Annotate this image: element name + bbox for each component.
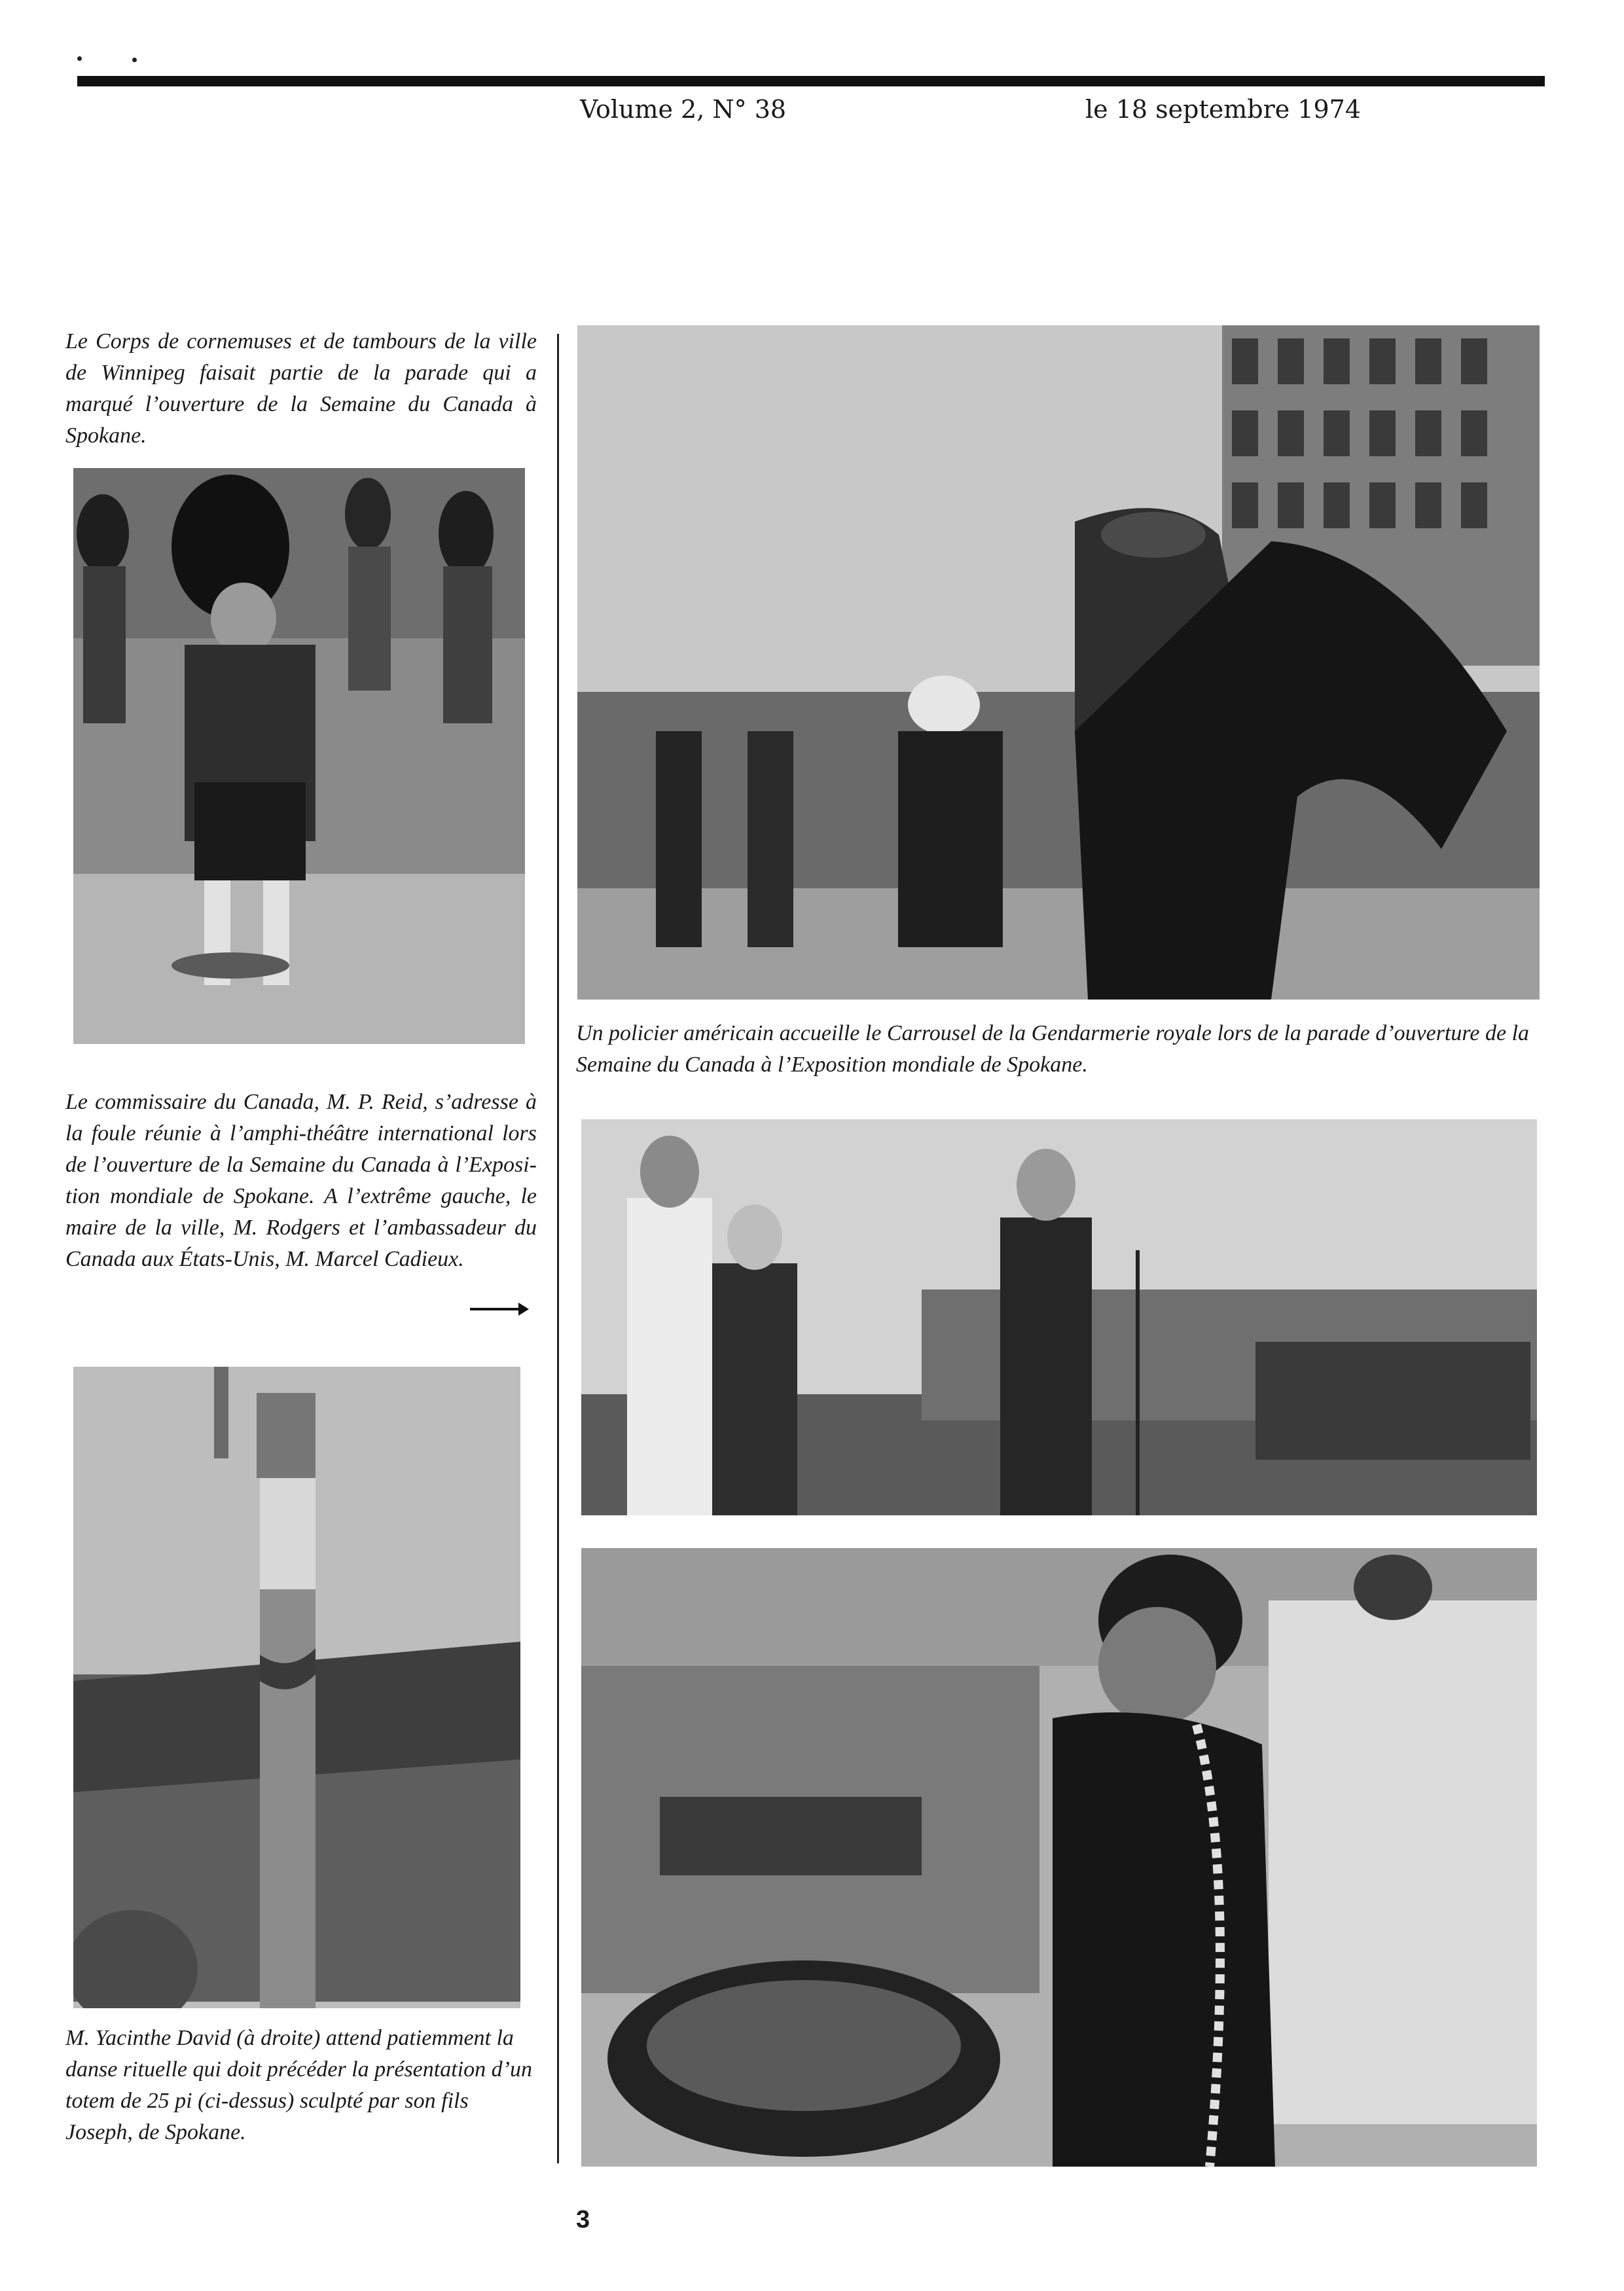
header-rule bbox=[77, 76, 1545, 86]
photo-totem bbox=[73, 1367, 520, 2008]
column-divider bbox=[557, 334, 559, 2163]
scan-mark bbox=[77, 56, 82, 61]
volume-number: Volume 2, N° 38 bbox=[580, 95, 787, 124]
caption-totem: M. Yacinthe David (à droite) attend patiemment la danse rituelle qui doit précéder la présentation d’un totem de 25 pi (ci-dessus) sculpté par son fils Joseph, de Spokane. bbox=[65, 2026, 532, 2144]
issue-date: le 18 septembre 1974 bbox=[1085, 95, 1362, 124]
arrow-right-icon bbox=[470, 1299, 529, 1319]
photo-elder bbox=[581, 1548, 1537, 2167]
photo-commissioner bbox=[581, 1119, 1537, 1515]
caption-commissioner: Le commissaire du Canada, M. P. Reid, s’adresse à la foule réunie à l’amphi-théâtre international lors de l’ouverture de la Semaine du Canada à l’Exposi-tion mondiale de Spokane. A l’extrême gauche, le maire de la ville, M. Rodgers et l’ambassadeur du Canada aux États-Unis, M. Marcel Cadieux. bbox=[65, 1090, 537, 1271]
scan-mark bbox=[132, 58, 137, 62]
caption-pipers: Le Corps de cornemuses et de tambours de la ville de Winnipeg faisait partie de la parade qui a marqué l’ouverture de la Semaine du Canada à Spokane. bbox=[65, 329, 537, 448]
caption-rcmp: Un policier américain accueille le Carrousel de la Gendarmerie royale lors de la parade d’ouverture de la Semaine du Canada à l’Exposition mondiale de Spokane. bbox=[576, 1021, 1530, 1077]
photo-rcmp bbox=[577, 325, 1540, 1000]
photo-pipers bbox=[73, 468, 525, 1044]
page-number: 3 bbox=[576, 2206, 590, 2233]
